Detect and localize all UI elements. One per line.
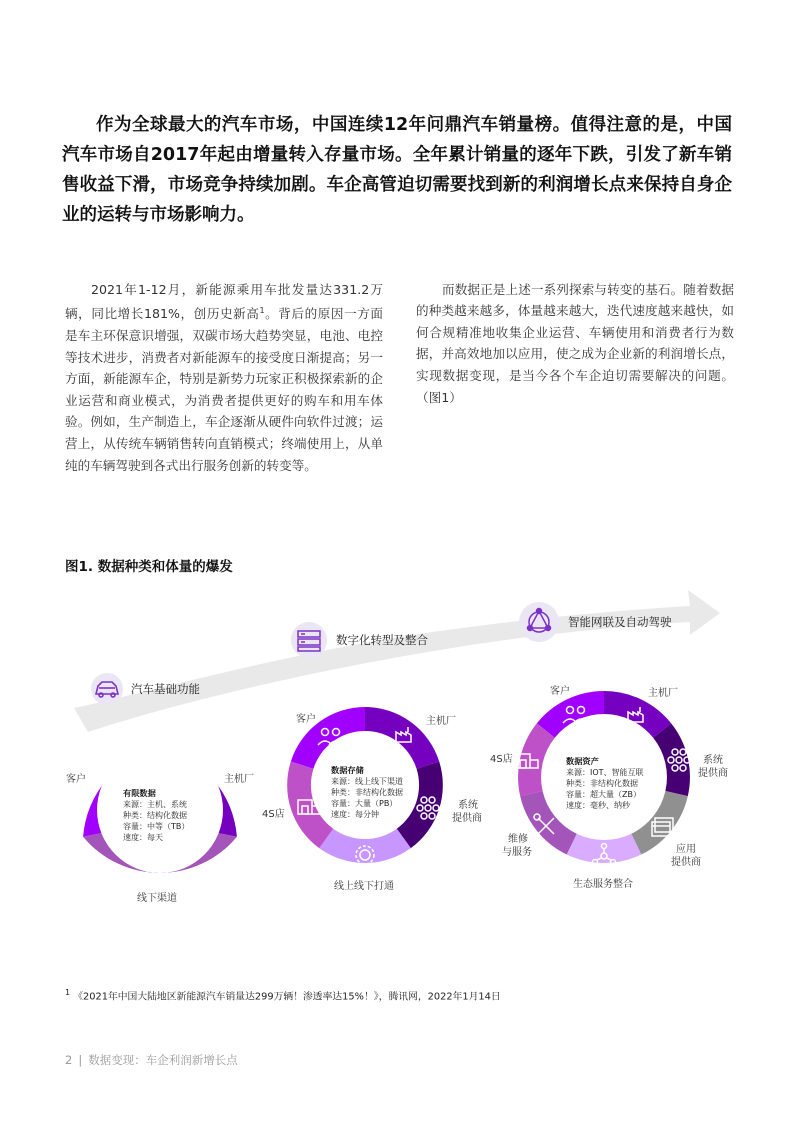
donut-2	[262, 707, 482, 892]
footnote	[65, 988, 501, 1002]
donut3-label-repair-2: 与服务	[502, 847, 532, 858]
donut2-line-2: 种类：非结构化数据	[331, 788, 403, 797]
donut2-label-dealer: 4S店	[262, 809, 285, 820]
donut1-label-oem: 主机厂	[224, 774, 254, 785]
car-icon	[91, 673, 123, 705]
donut2-line-1: 来源：线上线下渠道	[331, 777, 403, 786]
footer-title: 数据变现：车企利润新增长点	[88, 1053, 238, 1067]
donut3-label-system: 系统	[703, 755, 723, 766]
donut1-line-1: 来源：主机、系统	[123, 800, 187, 809]
donut3-label-oem: 主机厂	[648, 688, 678, 699]
donut3-line-4: 速度：毫秒、纳秒	[566, 801, 630, 810]
stage-3	[519, 602, 672, 642]
donut3-label-dealer: 4S店	[490, 754, 513, 765]
footer-separator: |	[78, 1053, 83, 1067]
page-number: 2	[65, 1053, 73, 1067]
stage-2-label: 数字化转型及整合	[336, 633, 428, 647]
donut-1	[66, 747, 254, 904]
donut3-label-repair: 维修	[508, 834, 528, 845]
stage-1-label: 汽车基础功能	[131, 682, 200, 696]
donut1-label-customer: 客户	[66, 774, 86, 785]
donut2-label-oem: 主机厂	[426, 716, 456, 727]
donut2-label-system: 系统	[458, 800, 478, 811]
donut3-label-system-2: 提供商	[698, 768, 728, 779]
donut-3	[490, 684, 728, 890]
intro-paragraph: 作为全球最大的汽车市场，中国连续12年问鼎汽车销量榜。值得注意的是，中国汽车市场自2017年起由增量转入存量市场。全年累计销量的逐年下跌，引发了新车销售收益下滑，市场竞争持续加剧。车企高管迫切需要找到新的利润增长点来保持自身企业的运转与市场影响力。	[62, 114, 732, 225]
donut2-label-online-offline: 线上线下打通	[334, 881, 394, 892]
donut1-title: 有限数据	[123, 788, 156, 798]
body-left-paragraph	[65, 279, 383, 477]
data-explosion-diagram	[0, 580, 793, 910]
donut2-label-customer: 客户	[296, 714, 316, 725]
page-footer	[65, 1052, 238, 1068]
donut3-label-ecosystem: 生态服务整合	[573, 879, 633, 890]
donut1-line-2: 种类：结构化数据	[123, 811, 187, 820]
donut2-line-4: 速度：每分钟	[331, 810, 379, 819]
donut3-title: 数据资产	[566, 756, 599, 766]
stage-3-label: 智能网联及自动驾驶	[568, 615, 672, 629]
footnote-text: 《2021年中国大陆地区新能源汽车销量达299万辆！渗透率达15%！》，腾讯网，2022年1月14日	[73, 991, 501, 1003]
donut3-label-customer: 客户	[550, 686, 570, 697]
body-left-part-a: 2021年1-12月，新能源乘用车批发量达331.2万辆，同比增长181%，创历史新高	[65, 281, 383, 322]
donut3-line-2: 种类：非结构化数据	[566, 779, 638, 788]
footnote-mark: 1	[65, 988, 71, 997]
donut1-line-3: 容量：中等（TB）	[123, 822, 190, 831]
donut2-title: 数据存储	[331, 765, 364, 775]
donut3-label-app: 应用	[676, 844, 696, 855]
donut1-label-offline: 线下渠道	[137, 893, 177, 904]
donut2-line-3: 容量：大量（PB）	[331, 799, 398, 808]
donut3-line-1: 来源：IOT、智能互联	[566, 768, 644, 777]
footnote-reference[interactable]: 1	[259, 306, 265, 316]
figure-title: 图1. 数据种类和体量的爆发	[65, 559, 233, 575]
donut3-line-3: 容量：超大量（ZB）	[566, 790, 641, 799]
donut1-line-4: 速度：每天	[123, 833, 163, 842]
body-left-part-b: 。背后的原因一方面是车主环保意识增强，双碳市场大趋势突显，电池、电控等技术进步，消费者对新能源车的接受度日渐提高；另一方面，新能源车企，特别是新势力玩家正积极探索新的企业运营和商业模式，为消费者提供更好的购车和用车体验。例如，生产制造上，车企逐渐从硬件向软件过渡；运营上，从传统车辆销售转向直销模式；终端使用上，从单纯的车辆驾驶到各式出行服务创新的转变等。	[65, 306, 384, 473]
body-right-paragraph: 而数据正是上述一系列探索与转变的基石。随着数据的种类越来越多，体量越来越大，迭代速度越来越快，如何合规精准地收集企业运营、车辆使用和消费者行为数据，并高效地加以应用，使之成为企业新的利润增长点，实现数据变现，是当今各个车企迫切需要解决的问题。（图1）	[416, 281, 734, 405]
donut2-label-system-2: 提供商	[452, 813, 482, 824]
server-icon	[291, 622, 327, 658]
donut3-label-app-2: 提供商	[671, 857, 701, 868]
